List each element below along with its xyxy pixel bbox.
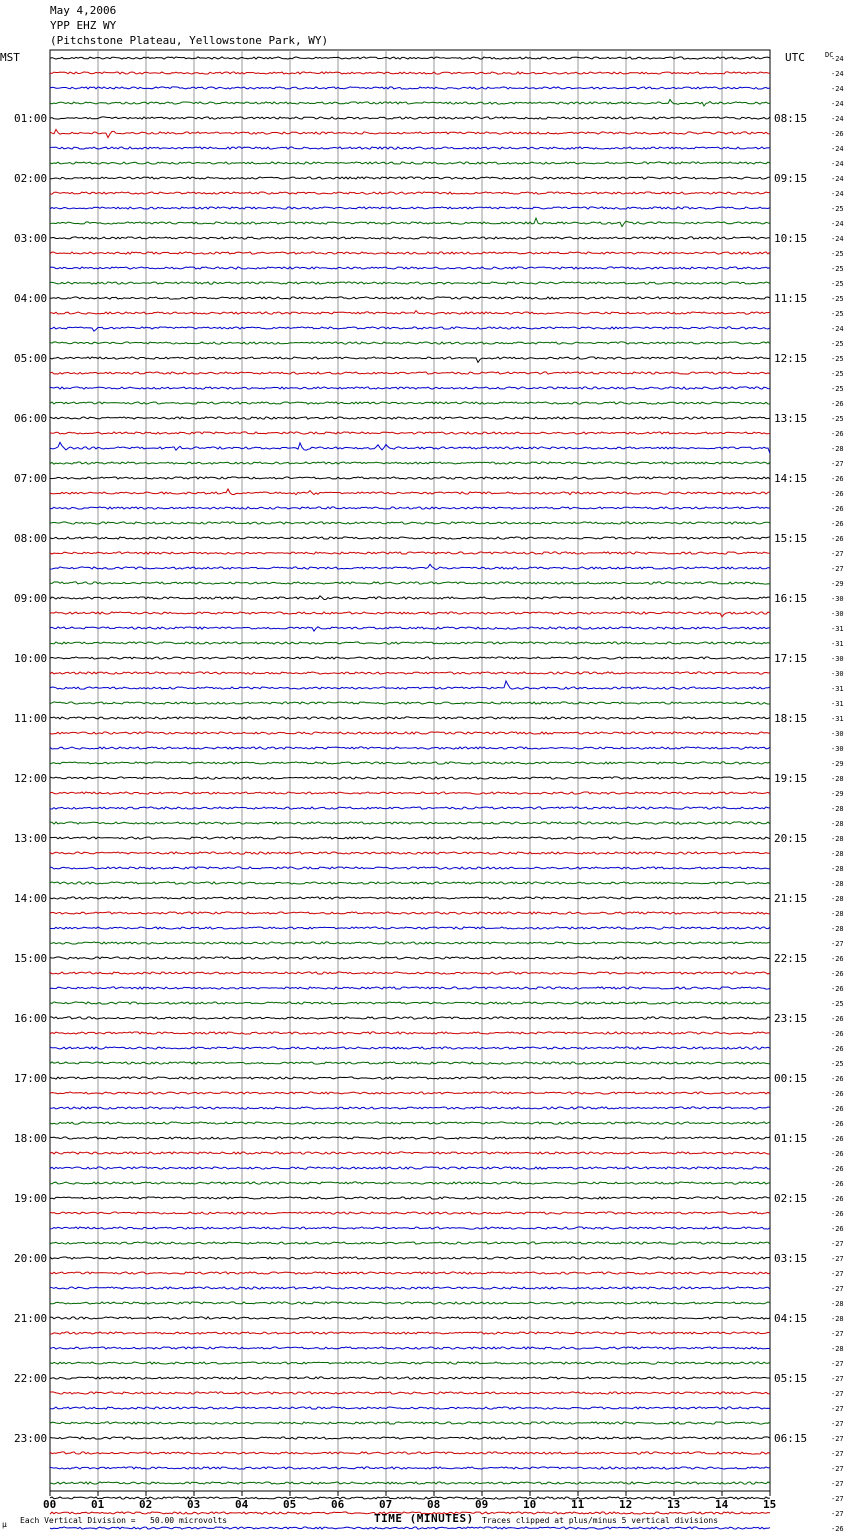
dc-offset-label: -27 xyxy=(831,1450,844,1458)
dc-offset-label: -27 xyxy=(831,1330,844,1338)
trace-line xyxy=(50,342,770,344)
utc-hour-label: 04:15 xyxy=(774,1312,808,1325)
utc-hour-label: 23:15 xyxy=(774,1012,808,1025)
dc-offset-label: -27 xyxy=(831,1255,844,1263)
mst-hour-label: 10:00 xyxy=(14,652,48,665)
mst-hour-label: 08:00 xyxy=(14,532,48,545)
dc-offset-label: -25 xyxy=(831,340,844,348)
dc-offset-label: -30 xyxy=(831,730,844,738)
dc-offset-label: -29 xyxy=(831,580,844,588)
mst-hour-label: 05:00 xyxy=(14,352,48,365)
dc-offset-label: -28 xyxy=(831,865,844,873)
dc-offset-label: -27 xyxy=(831,550,844,558)
dc-offset-label: -29 xyxy=(831,790,844,798)
trace-line xyxy=(50,1437,770,1439)
record-date: May 4,2006 xyxy=(50,4,117,17)
trace-line xyxy=(50,702,770,704)
dc-offset-label: -27 xyxy=(831,1405,844,1413)
trace-line xyxy=(50,1212,770,1214)
mst-hour-label: 15:00 xyxy=(14,952,48,965)
dc-offset-label: -28 xyxy=(831,850,844,858)
trace-line xyxy=(50,1467,770,1469)
dc-offset-label: -25 xyxy=(831,295,844,303)
dc-offset-label: -26 xyxy=(831,955,844,963)
dc-offset-label: -24 xyxy=(831,115,844,123)
dc-offset-label: -24 xyxy=(831,100,844,108)
trace-line xyxy=(50,1257,770,1259)
x-tick-label: 13 xyxy=(667,1498,681,1511)
trace-line xyxy=(50,942,770,944)
trace-line xyxy=(50,177,770,179)
utc-hour-label: 08:15 xyxy=(774,112,808,125)
dc-offset-label: -26 xyxy=(831,475,844,483)
corner-mark: μ xyxy=(2,1520,7,1529)
trace-line xyxy=(50,522,770,524)
trace-line xyxy=(50,807,770,809)
dc-offset-label: -28 xyxy=(831,820,844,828)
dc-offset-label: -26 xyxy=(831,1030,844,1038)
plot-frame xyxy=(50,50,770,1491)
dc-offset-label: -25 xyxy=(831,250,844,258)
trace-line xyxy=(50,627,770,631)
dc-offset-label: -27 xyxy=(831,565,844,573)
x-tick-label: 09 xyxy=(475,1498,489,1511)
trace-line xyxy=(50,1062,770,1064)
dc-offset-label: -27 xyxy=(831,1390,844,1398)
trace-line xyxy=(50,57,770,59)
mst-hour-label: 11:00 xyxy=(14,712,48,725)
mst-hour-label: 06:00 xyxy=(14,412,48,425)
dc-offset-label: -25 xyxy=(831,205,844,213)
trace-line xyxy=(50,1482,770,1484)
utc-axis-title: UTC xyxy=(785,51,805,64)
trace-line xyxy=(50,417,770,419)
trace-line xyxy=(50,1272,770,1274)
dc-offset-label: -27 xyxy=(831,1420,844,1428)
trace-line xyxy=(50,372,770,374)
trace-line xyxy=(50,267,770,269)
dc-offset-label: -24 xyxy=(831,145,844,153)
trace-line xyxy=(50,972,770,974)
dc-offset-label: -26 xyxy=(831,1150,844,1158)
trace-line xyxy=(50,1362,770,1364)
mst-hour-label: 21:00 xyxy=(14,1312,48,1325)
x-tick-label: 11 xyxy=(571,1498,585,1511)
trace-line xyxy=(50,1182,770,1184)
trace-line xyxy=(50,762,770,764)
dc-offset-label: -28 xyxy=(831,1345,844,1353)
utc-hour-label: 11:15 xyxy=(774,292,808,305)
dc-offset-label: -28 xyxy=(831,445,844,453)
dc-offset-label: -30 xyxy=(831,670,844,678)
dc-offset-label: -27 xyxy=(831,1510,844,1518)
dc-offset-label: -24 xyxy=(831,160,844,168)
x-tick-label: 05 xyxy=(283,1498,297,1511)
dc-offset-label: -27 xyxy=(831,1435,844,1443)
utc-hour-label: 13:15 xyxy=(774,412,808,425)
mst-hour-label: 23:00 xyxy=(14,1432,48,1445)
trace-line xyxy=(50,1242,770,1244)
dc-offset-label: -25 xyxy=(831,1060,844,1068)
dc-offset-label: -24 xyxy=(831,70,844,78)
dc-offset-label: -24 xyxy=(831,175,844,183)
trace-line xyxy=(50,1017,770,1019)
dc-offset-label: -27 xyxy=(831,460,844,468)
utc-hour-label: 21:15 xyxy=(774,892,808,905)
trace-line xyxy=(50,1392,770,1394)
mst-axis-title: MST xyxy=(0,51,20,64)
trace-line xyxy=(50,87,770,89)
dc-offset-label: -26 xyxy=(831,1525,844,1533)
dc-offset-label: -27 xyxy=(831,1375,844,1383)
trace-line xyxy=(50,72,770,74)
dc-offset-label: -28 xyxy=(831,835,844,843)
dc-axis-title: DC xyxy=(825,51,834,59)
dc-offset-labels xyxy=(831,55,844,1534)
trace-line xyxy=(50,357,770,363)
trace-line xyxy=(50,1137,770,1139)
dc-offset-label: -24 xyxy=(831,220,844,228)
trace-line xyxy=(50,672,770,674)
dc-offset-label: -28 xyxy=(831,925,844,933)
utc-hour-label: 05:15 xyxy=(774,1372,808,1385)
dc-offset-label: -25 xyxy=(831,265,844,273)
dc-offset-label: -28 xyxy=(831,1300,844,1308)
dc-offset-label: -30 xyxy=(831,655,844,663)
mst-hour-label: 17:00 xyxy=(14,1072,48,1085)
trace-line xyxy=(50,432,770,434)
utc-hour-label: 06:15 xyxy=(774,1432,808,1445)
trace-line xyxy=(50,1047,770,1049)
dc-offset-label: -26 xyxy=(831,400,844,408)
trace-line xyxy=(50,657,770,659)
trace-line xyxy=(50,282,770,284)
trace-line xyxy=(50,462,770,464)
mst-hour-label: 07:00 xyxy=(14,472,48,485)
trace-line xyxy=(50,837,770,839)
trace-line xyxy=(50,564,770,569)
trace-line xyxy=(50,777,770,779)
dc-offset-label: -28 xyxy=(831,805,844,813)
dc-offset-label: -26 xyxy=(831,505,844,513)
dc-offset-label: -26 xyxy=(831,1165,844,1173)
trace-line xyxy=(50,327,770,331)
trace-line xyxy=(50,1527,770,1529)
trace-line xyxy=(50,117,770,119)
trace-line xyxy=(50,252,770,254)
x-tick-label: 07 xyxy=(379,1498,393,1511)
trace-line xyxy=(50,1302,770,1304)
mst-hour-label: 20:00 xyxy=(14,1252,48,1265)
trace-line xyxy=(50,1347,770,1349)
dc-offset-label: -27 xyxy=(831,1285,844,1293)
dc-offset-label: -25 xyxy=(831,370,844,378)
trace-line xyxy=(50,987,770,989)
x-tick-label: 06 xyxy=(331,1498,345,1511)
trace-line xyxy=(50,297,770,299)
dc-offset-label: -26 xyxy=(831,1045,844,1053)
dc-offset-label: -27 xyxy=(831,1495,844,1503)
trace-line xyxy=(50,1167,770,1169)
dc-offset-label: -26 xyxy=(831,430,844,438)
trace-line xyxy=(50,1152,770,1154)
x-tick-label: 12 xyxy=(619,1498,633,1511)
trace-line xyxy=(50,552,770,554)
mst-hour-label: 13:00 xyxy=(14,832,48,845)
mst-hour-label: 14:00 xyxy=(14,892,48,905)
dc-offset-label: -28 xyxy=(831,895,844,903)
mst-hour-label: 19:00 xyxy=(14,1192,48,1205)
x-tick-label: 01 xyxy=(91,1498,105,1511)
dc-offset-label: -24 xyxy=(831,190,844,198)
dc-offset-label: -26 xyxy=(831,1195,844,1203)
trace-line xyxy=(50,582,770,584)
dc-offset-label: -26 xyxy=(831,1015,844,1023)
trace-line xyxy=(50,792,770,794)
utc-hour-label: 17:15 xyxy=(774,652,808,665)
trace-line xyxy=(50,912,770,914)
utc-hour-label: 03:15 xyxy=(774,1252,808,1265)
trace-line xyxy=(50,100,770,107)
dc-offset-label: -26 xyxy=(831,490,844,498)
mst-hour-label: 02:00 xyxy=(14,172,48,185)
trace-line xyxy=(50,596,770,600)
dc-offset-label: -31 xyxy=(831,715,844,723)
trace-line xyxy=(50,1077,770,1079)
dc-offset-label: -26 xyxy=(831,985,844,993)
utc-hour-label: 10:15 xyxy=(774,232,808,245)
utc-hour-label: 22:15 xyxy=(774,952,808,965)
dc-offset-label: -24 xyxy=(831,325,844,333)
mst-hour-label: 03:00 xyxy=(14,232,48,245)
dc-offset-label: -28 xyxy=(831,880,844,888)
utc-hour-label: 18:15 xyxy=(774,712,808,725)
dc-offset-label: -26 xyxy=(831,1105,844,1113)
utc-hour-label: 09:15 xyxy=(774,172,808,185)
x-tick-label: 14 xyxy=(715,1498,729,1511)
x-tick-label: 03 xyxy=(187,1498,201,1511)
dc-offset-label: -27 xyxy=(831,1360,844,1368)
trace-line xyxy=(50,192,770,194)
dc-offset-label: -29 xyxy=(831,760,844,768)
trace-line xyxy=(50,218,770,227)
trace-line xyxy=(50,1497,770,1499)
trace-line xyxy=(50,1452,770,1454)
utc-hour-label: 19:15 xyxy=(774,772,808,785)
trace-line xyxy=(50,387,770,389)
trace-line xyxy=(50,1197,770,1199)
dc-offset-label: -30 xyxy=(831,610,844,618)
dc-offset-label: -28 xyxy=(831,775,844,783)
mst-hour-label: 04:00 xyxy=(14,292,48,305)
x-tick-label: 04 xyxy=(235,1498,249,1511)
trace-line xyxy=(50,867,770,869)
trace-line xyxy=(50,852,770,854)
utc-hour-label: 01:15 xyxy=(774,1132,808,1145)
dc-offset-label: -26 xyxy=(831,1120,844,1128)
x-tick-label: 02 xyxy=(139,1498,153,1511)
dc-offset-label: -26 xyxy=(831,535,844,543)
mst-hour-label: 18:00 xyxy=(14,1132,48,1145)
dc-offset-label: -26 xyxy=(831,130,844,138)
dc-offset-label: -31 xyxy=(831,625,844,633)
trace-line xyxy=(50,1122,770,1124)
trace-line xyxy=(50,1107,770,1109)
trace-group xyxy=(50,57,770,1534)
trace-line xyxy=(50,1407,770,1409)
trace-line xyxy=(50,1092,770,1094)
trace-line xyxy=(50,442,770,453)
trace-line xyxy=(50,882,770,884)
dc-offset-label: -26 xyxy=(831,520,844,528)
dc-offset-label: -25 xyxy=(831,385,844,393)
x-tick-label: 15 xyxy=(763,1498,777,1511)
minute-grid xyxy=(50,50,770,1491)
dc-offset-label: -31 xyxy=(831,685,844,693)
dc-offset-label: -27 xyxy=(831,1270,844,1278)
trace-line xyxy=(50,1287,770,1289)
trace-line xyxy=(50,747,770,749)
utc-hour-label: 00:15 xyxy=(774,1072,808,1085)
dc-offset-label: -25 xyxy=(831,1000,844,1008)
dc-offset-label: -31 xyxy=(831,640,844,648)
mst-hour-label: 01:00 xyxy=(14,112,48,125)
dc-offset-label: -25 xyxy=(831,280,844,288)
trace-line xyxy=(50,642,770,644)
trace-line xyxy=(50,1332,770,1334)
station-code: YPP EHZ WY xyxy=(50,19,117,32)
dc-offset-label: -26 xyxy=(831,1075,844,1083)
trace-line xyxy=(50,477,770,479)
trace-line xyxy=(50,1377,770,1379)
trace-line xyxy=(50,822,770,824)
dc-offset-label: -30 xyxy=(831,595,844,603)
trace-line xyxy=(50,1002,770,1004)
utc-hour-label: 16:15 xyxy=(774,592,808,605)
mst-hour-label: 09:00 xyxy=(14,592,48,605)
mst-hour-label: 16:00 xyxy=(14,1012,48,1025)
utc-hour-label: 02:15 xyxy=(774,1192,808,1205)
trace-line xyxy=(50,537,770,539)
trace-line xyxy=(50,1227,770,1229)
trace-line xyxy=(50,927,770,929)
x-tick-label: 00 xyxy=(43,1498,57,1511)
dc-offset-label: -26 xyxy=(831,1090,844,1098)
dc-offset-label: -26 xyxy=(831,1135,844,1143)
x-axis xyxy=(43,1491,776,1511)
utc-hour-label: 15:15 xyxy=(774,532,808,545)
scale-note: Each Vertical Division = 50.00 microvolts xyxy=(20,1516,228,1525)
dc-offset-label: -25 xyxy=(831,355,844,363)
x-tick-label: 08 xyxy=(427,1498,441,1511)
mst-hour-label: 12:00 xyxy=(14,772,48,785)
trace-line xyxy=(50,507,770,509)
dc-offset-label: -27 xyxy=(831,1240,844,1248)
dc-offset-label: -28 xyxy=(831,1315,844,1323)
trace-line xyxy=(50,612,770,617)
trace-line xyxy=(50,489,770,495)
x-axis-label: TIME (MINUTES) xyxy=(374,1512,474,1525)
trace-line xyxy=(50,897,770,899)
station-location: (Pitchstone Plateau, Yellowstone Park, WY) xyxy=(50,34,329,47)
mst-hour-label: 22:00 xyxy=(14,1372,48,1385)
dc-offset-label: -24 xyxy=(831,235,844,243)
dc-offset-label: -24 xyxy=(831,55,844,63)
dc-offset-label: -31 xyxy=(831,700,844,708)
dc-offset-label: -30 xyxy=(831,745,844,753)
dc-offset-label: -24 xyxy=(831,85,844,93)
dc-offset-label: -27 xyxy=(831,940,844,948)
trace-line xyxy=(50,681,770,689)
trace-line xyxy=(50,402,770,404)
trace-line xyxy=(50,129,770,137)
trace-line xyxy=(50,1032,770,1034)
trace-line xyxy=(50,207,770,209)
dc-offset-label: -28 xyxy=(831,910,844,918)
dc-offset-label: -25 xyxy=(831,310,844,318)
utc-hour-label: 20:15 xyxy=(774,832,808,845)
trace-line xyxy=(50,732,770,734)
utc-hour-label: 14:15 xyxy=(774,472,808,485)
dc-offset-label: -26 xyxy=(831,970,844,978)
trace-line xyxy=(50,162,770,164)
dc-offset-label: -27 xyxy=(831,1465,844,1473)
trace-line xyxy=(50,957,770,959)
trace-line xyxy=(50,717,770,719)
clip-note: Traces clipped at plus/minus 5 vertical divisions xyxy=(482,1516,719,1525)
trace-line xyxy=(50,147,770,149)
trace-line xyxy=(50,1317,770,1319)
dc-offset-label: -26 xyxy=(831,1180,844,1188)
dc-offset-label: -26 xyxy=(831,1225,844,1233)
x-tick-label: 10 xyxy=(523,1498,537,1511)
dc-offset-label: -27 xyxy=(831,1480,844,1488)
utc-hour-label: 12:15 xyxy=(774,352,808,365)
dc-offset-label: -25 xyxy=(831,415,844,423)
trace-line xyxy=(50,311,770,315)
dc-offset-label: -26 xyxy=(831,1210,844,1218)
trace-line xyxy=(50,237,770,239)
trace-line xyxy=(50,1422,770,1424)
